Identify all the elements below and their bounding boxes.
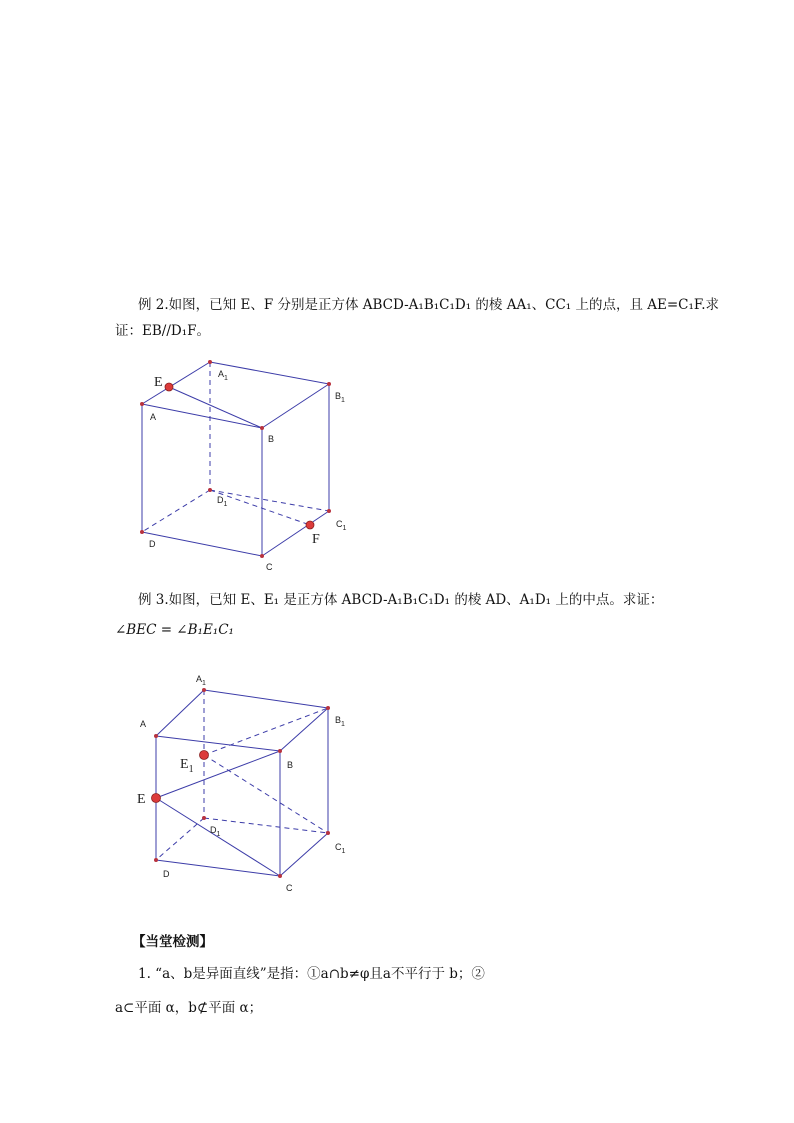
vertex-B (260, 426, 264, 430)
vertex-A1 (208, 360, 212, 364)
vertex-A (140, 402, 144, 406)
example2-line1: 例 2.如图，已知 E、F 分别是正方体 ABCD-A₁B₁C₁D₁ 的棱 AA₁、CC₁ 上的点，且 AE=C₁F.求 (138, 297, 719, 313)
point-E (152, 794, 161, 803)
vertex-D1 (208, 488, 212, 492)
label-A: A (150, 412, 157, 422)
edge-D-C (142, 532, 262, 556)
edge-A1-B1 (204, 690, 328, 708)
vertex-C1 (326, 831, 330, 835)
edge-A1-A (156, 690, 204, 736)
vertex-A (154, 734, 158, 738)
label-F: F (312, 532, 320, 547)
vertex-B1 (326, 706, 330, 710)
label-C: C (266, 562, 273, 572)
label-C1: $C_1$ (336, 519, 347, 532)
label-B1: $B_1$ (335, 715, 345, 728)
edge-B1-B (262, 384, 329, 428)
edge-E1-B1-hidden (204, 708, 328, 755)
label-E1: $E_1$ (180, 757, 194, 775)
label-E: E (154, 375, 163, 390)
edge-E-B (169, 387, 262, 428)
edge-D1-D-hidden (142, 490, 210, 532)
label-D: D (163, 869, 170, 879)
label-C: C (286, 883, 293, 893)
label-B: B (268, 434, 275, 444)
vertex-D (140, 530, 144, 534)
label-C1: $C_1$ (335, 842, 346, 855)
point-E1 (200, 751, 209, 760)
edge-A1-A (142, 362, 210, 404)
point-F (306, 521, 314, 529)
point-E (165, 383, 173, 391)
section-heading-check: 【当堂检测】 (132, 934, 213, 950)
vertex-C (278, 874, 282, 878)
vertex-B (278, 749, 282, 753)
example3-line2: ∠BEC = ∠B₁E₁C₁ (115, 622, 234, 638)
edge-C-C1 (280, 833, 328, 876)
edge-D1-C1-hidden (210, 490, 329, 511)
example2-line2: 证：EB//D₁F。 (115, 323, 210, 339)
figure-cube-example3 (0, 665, 400, 900)
label-B1: $B_1$ (335, 391, 345, 404)
label-D: D (149, 539, 156, 549)
label-D1: $D_1$ (210, 825, 221, 838)
edge-B1-B (280, 708, 328, 751)
edge-A-B (142, 404, 262, 428)
figure-cube-example2 (0, 350, 400, 580)
question-1-line2: a⊂平面 α，b⊄平面 α； (115, 1000, 263, 1016)
vertex-C1 (327, 509, 331, 513)
example3-line1: 例 3.如图，已知 E、E₁ 是正方体 ABCD-A₁B₁C₁D₁ 的棱 AD、A₁D₁ 上的中点。求证： (138, 592, 664, 608)
label-B: B (287, 760, 294, 770)
edge-D-C (156, 860, 280, 876)
edge-A-B (156, 736, 280, 751)
edge-E1-C1-hidden (204, 755, 328, 833)
vertex-A1 (202, 688, 206, 692)
edge-D1-D-hidden (156, 818, 204, 860)
label-E: E (137, 792, 146, 807)
label-A1: $A_1$ (218, 369, 228, 382)
label-A1: $A_1$ (196, 674, 206, 687)
vertex-D (154, 858, 158, 862)
vertex-B1 (327, 382, 331, 386)
label-A: A (140, 719, 147, 729)
question-1-line1: 1. “a、b是异面直线”是指：①a∩b≠φ且a不平行于 b；② (138, 966, 485, 982)
vertex-D1 (202, 816, 206, 820)
vertex-C (260, 554, 264, 558)
label-D1: $D_1$ (217, 495, 228, 508)
edge-D1-C1-hidden (204, 818, 328, 833)
